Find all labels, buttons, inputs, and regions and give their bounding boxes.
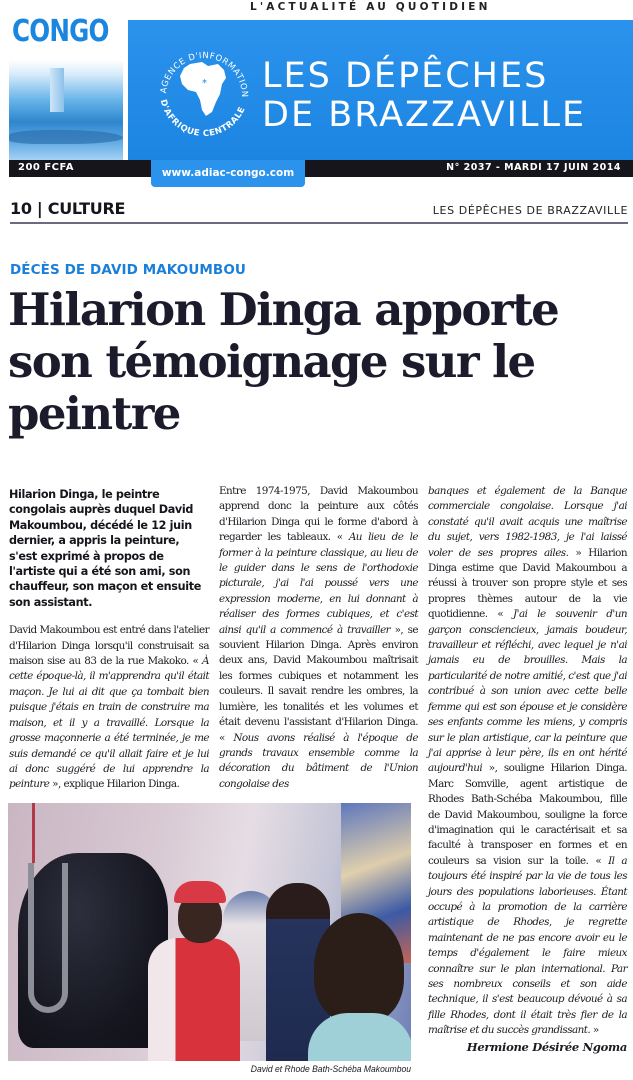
section-label: 10 | CULTURE [10, 199, 126, 218]
article-column-1 [9, 487, 209, 793]
article-lead: Hilarion Dinga, le peintre congolais auprès duquel David Makoumbou, décédé le 12 juin dernier, a appris la peinture, s'est exprimé à propos de l'artiste qui a été son ami, son chauffeur, son maçon et ensuite son assistant. [9, 488, 201, 609]
photo-wall-detail [32, 803, 35, 863]
newspaper-title-line1: LES DÉPÊCHES [262, 56, 549, 96]
newspaper-title-line2: DE BRAZZAVILLE [262, 95, 587, 135]
article-paragraph: banques et également de la Banque commerciale congolaise. Lorsque j'ai constaté qu'il avait acquis une maîtrise du sujet, vers 1982-1983, je l'ai laissé voler de ses propres ailes. » Hilarion Dinga estime que David Makoumbou a réussi à trouver son propre style et ses propres thèmes autour de la vie quotidienne. « J'ai le souvenir d'un garçon consciencieux, jamais boudeur, travailleur et réfléchi, avec lequel je n'ai jamais eu de brouilles. Mais la particularité de notre amitié, c'est que j'ai contribué à son union avec cette belle femme qui est son épouse et je considère ses enfants comme les miens, y compris sur le plan artistique, car la peinture que j'ai apprise à leur père, ils en ont hérité aujourd'hui », souligne Hilarion Dinga. Marc Somville, agent artistique de Rhodes Bath-Schéba Makoumbou, fille de David Makoumbou, souligne la force d'imagination qui le caractérisait et sa faculté à transposer en formes et en couleurs sa vision sur la toile. « Il a toujours été inspiré par la vie de tous les jours des populations laborieuses. Étant occupé à la promotion de la carrière artistique de Rhodes, je regrette maintenant de ne pas encore avoir eu le temps d'également le faire mieux connaître sur le plan international. Par ses nombreux conseils et son aide technique, il s'est beaucoup dévoué à sa fille Rhodes, dont il était très fier de la maîtrise et du succès grandissant. » [428, 485, 627, 1037]
photo-man-cap [174, 881, 226, 903]
city-skyline-image [9, 60, 123, 160]
tower-shape [50, 68, 64, 112]
photo-caption: David et Rhode Bath-Schéba Makoumbou [250, 1064, 411, 1075]
africa-map-icon [150, 34, 258, 142]
article-paragraph: David Makoumbou est entré dans l'atelier d'Hilarion Dinga lorsqu'il construisait sa maison sise au 83 de la rue Makoko. « À cette époque-là, il m'apprendra qu'il était maçon. Je lui ai dit que ça tombait bien puisque j'étais en train de construire ma maison, et il y a travaillé. Lorsque la grosse maçonnerie a été terminée, je me suis demandé ce qu'il allait faire et je lui ai donc suggéré de lui apprendre la peinture », explique Hilarion Dinga. [9, 624, 209, 791]
website-link[interactable]: www.adiac-congo.com [151, 160, 305, 187]
author-signature: Hermione Désirée Ngoma [466, 1039, 627, 1054]
article-column-2 [219, 484, 418, 792]
article-column-3 [428, 484, 627, 1055]
photo-sound-operator-body [308, 1013, 411, 1061]
issue-date: N° 2037 - MARDI 17 JUIN 2014 [446, 162, 621, 173]
price-label: 200 FCFA [18, 162, 74, 173]
masthead-tagline: L'ACTUALITÉ AU QUOTIDIEN [250, 1, 491, 13]
article-photo [8, 803, 411, 1061]
section-divider [10, 222, 628, 224]
svg-text:D'AFRIQUE CENTRALE: D'AFRIQUE CENTRALE [157, 98, 248, 140]
article-headline: Hilarion Dinga apporte son témoignage sur le peintre [8, 283, 559, 440]
article-paragraph: Entre 1974-1975, David Makoumbou apprend donc la peinture aux côtés d'Hilarion Dinga qui le forme d'abord à regarder les tableaux. « Au lieu de le former à la peinture classique, au lieu de le guider dans le sens de l'orthodoxie picturale, j'ai l'ai poussé vers une expression moderne, en lui donnant à réaliser des formes cubiques, et c'est ainsi qu'il a commencé à travailler », se souvient Hilarion Dinga. Après environ deux ans, David Makoumbou maîtrisait les formes cubiques et notamment les couleurs. Il savait rendre les ombres, la lumière, les tonalités et les volumes et était devenu l'assistant d'Hilarion Dinga. « Nous avons réalisé à l'époque de grands travaux ensemble comme la décoration du bâtiment de l'Union congolaise des [219, 485, 419, 790]
river-shape [9, 130, 123, 144]
photo-man-red-shirt [148, 938, 240, 1061]
svg-text:AGENCE D'INFORMATION: AGENCE D'INFORMATION [159, 50, 250, 98]
photo-sound-operator-head [314, 913, 404, 1023]
svg-text:*: * [202, 78, 207, 89]
camera-strap-shape [28, 863, 68, 1013]
running-header-paper-name: LES DÉPÊCHES DE BRAZZAVILLE [432, 204, 628, 217]
article-kicker: DÉCÈS DE DAVID MAKOUMBOU [10, 262, 246, 278]
country-label: CONGO [12, 14, 109, 49]
